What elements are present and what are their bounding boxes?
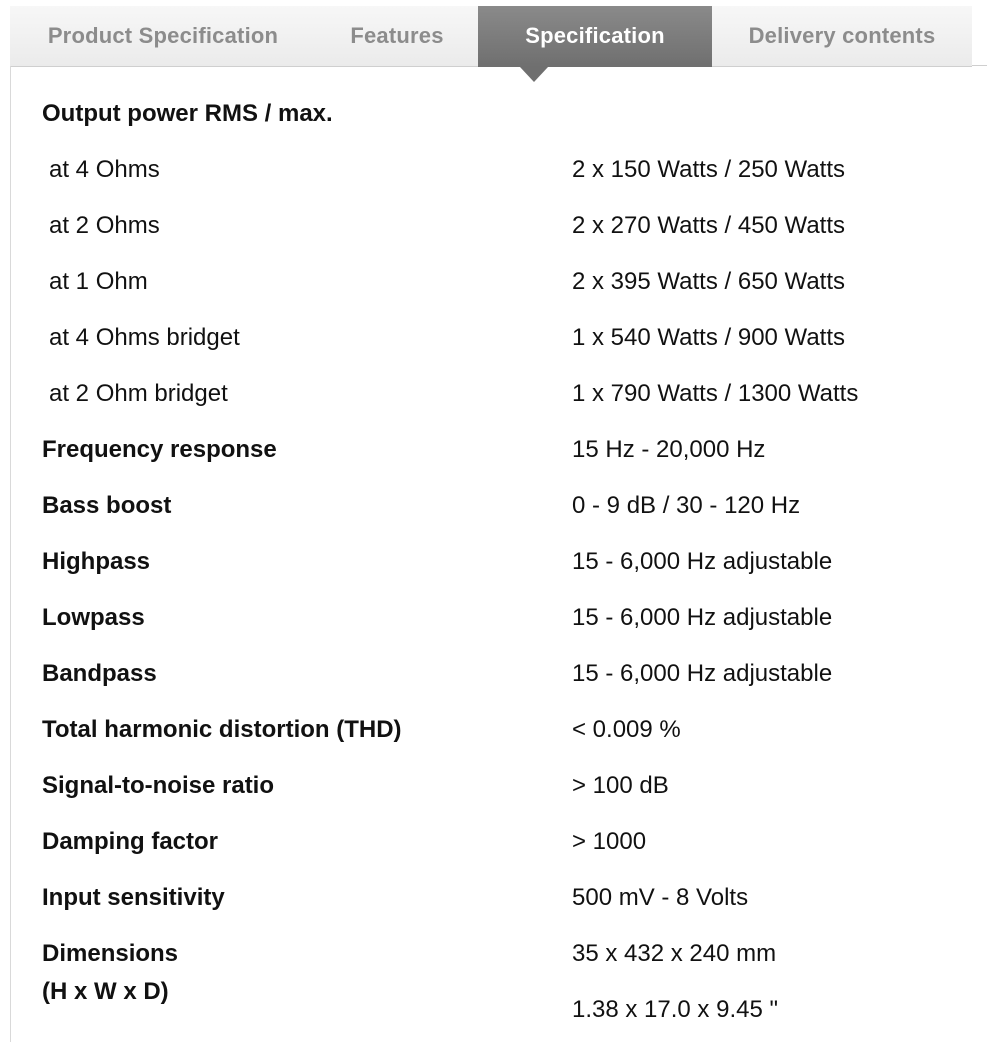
spec-value: 1 x 540 Watts / 900 Watts bbox=[572, 324, 845, 351]
spec-label: Frequency response bbox=[42, 436, 277, 463]
spec-value: < 0.009 % bbox=[572, 716, 681, 743]
spec-label: at 2 Ohms bbox=[49, 212, 160, 239]
tab-delivery-contents[interactable] bbox=[712, 6, 972, 66]
tab-features[interactable] bbox=[316, 6, 478, 66]
spec-value: > 100 dB bbox=[572, 772, 669, 799]
spec-label: Bass boost bbox=[42, 492, 172, 519]
spec-value: 15 - 6,000 Hz adjustable bbox=[572, 660, 833, 687]
tab-bar bbox=[10, 6, 972, 67]
spec-value: > 1000 bbox=[572, 828, 647, 855]
tab-label: Features bbox=[350, 23, 444, 48]
spec-heading: Output power RMS / max. bbox=[42, 100, 333, 127]
spec-label: at 4 Ohms bridget bbox=[49, 324, 240, 351]
spec-label: Damping factor bbox=[42, 828, 219, 855]
spec-label: Highpass bbox=[42, 548, 151, 575]
spec-label: Bandpass bbox=[42, 660, 157, 687]
tab-label: Product Specification bbox=[47, 23, 279, 48]
spec-label: Total harmonic distortion (THD) bbox=[42, 716, 402, 743]
spec-label: Lowpass bbox=[42, 604, 145, 631]
tab-specification[interactable] bbox=[478, 6, 712, 67]
spec-label-dimensions: Dimensions bbox=[42, 940, 179, 967]
spec-label: Input sensitivity bbox=[42, 884, 225, 911]
specification-panel bbox=[10, 66, 987, 1042]
spec-value: 15 - 6,000 Hz adjustable bbox=[572, 604, 833, 631]
spec-value: 2 x 395 Watts / 650 Watts bbox=[572, 268, 845, 295]
spec-value-dimensions-mm: 35 x 432 x 240 mm bbox=[572, 940, 777, 967]
spec-value-dimensions-inch: 1.38 x 17.0 x 9.45 " bbox=[572, 996, 778, 1023]
spec-label: at 1 Ohm bbox=[49, 268, 148, 295]
spec-value: 15 - 6,000 Hz adjustable bbox=[572, 548, 833, 575]
spec-value: 1 x 790 Watts / 1300 Watts bbox=[572, 380, 859, 407]
tab-product-specification[interactable] bbox=[10, 6, 316, 66]
spec-value: 0 - 9 dB / 30 - 120 Hz bbox=[572, 492, 801, 519]
spec-value: 500 mV - 8 Volts bbox=[572, 884, 749, 911]
spec-value: 15 Hz - 20,000 Hz bbox=[572, 436, 766, 463]
tab-label: Delivery contents bbox=[748, 23, 936, 48]
spec-value: 2 x 270 Watts / 450 Watts bbox=[572, 212, 845, 239]
spec-label: Signal-to-noise ratio bbox=[42, 772, 275, 799]
spec-label: at 4 Ohms bbox=[49, 156, 160, 183]
tab-label: Specification bbox=[525, 23, 665, 48]
spec-label: at 2 Ohm bridget bbox=[49, 380, 228, 407]
spec-label-dimensions-order: (H x W x D) bbox=[42, 978, 169, 1005]
spec-value: 2 x 150 Watts / 250 Watts bbox=[572, 156, 845, 183]
